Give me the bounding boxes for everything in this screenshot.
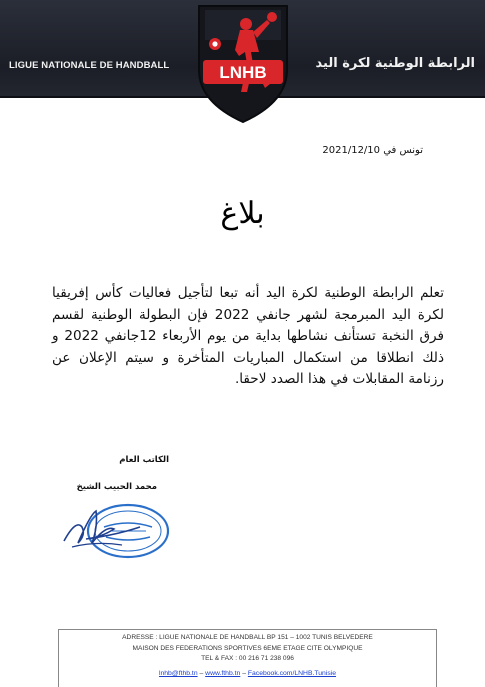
logo-text: LNHB <box>219 63 267 82</box>
document-title: بلاغ <box>220 196 265 231</box>
league-name-arabic: الرابطة الوطنية لكرة اليد <box>315 56 475 71</box>
footer-website-link[interactable]: www.fthb.tn <box>205 669 241 677</box>
footer-email-link[interactable]: lnhb@fthb.tn <box>158 669 198 677</box>
ball-icon <box>267 12 277 22</box>
footer-phone: TEL & FAX : 00 216 71 238 096 <box>201 655 294 662</box>
letterhead-footer <box>58 629 437 687</box>
footer-building: MAISON DES FEDERATIONS SPORTIVES 6EME ETAGE CITE OLYMPIQUE <box>132 644 363 652</box>
footer-separator: – <box>199 669 204 677</box>
footer-links <box>59 668 436 679</box>
lnhb-logo <box>193 0 293 124</box>
signatory-title: الكاتب العام <box>119 455 169 465</box>
handwritten-signature <box>64 511 140 543</box>
footer-address: ADRESSE : LIGUE NATIONALE DE HANDBALL BP 151 – 1002 TUNIS BELVEDERE <box>122 634 373 641</box>
footer-separator: – <box>242 669 246 677</box>
announcement-body: تعلم الرابطة الوطنية لكرة اليد أنه تبعا لتأجيل فعاليات كأس إفريقيا لكرة اليد المبرمجة لشهر جانفي 2022 فإن البطولة الوطنية لقسم فرق النخبة تستأنف نشاطها بداية من يوم الأربعاء 12جانفي 2022 و ذلك انطلاقا من استكمال المباريات المتأخرة و سيتم الإعلان عن رزنامة المقابلات في هذا الصدد لاحقا. <box>52 285 445 387</box>
official-stamp-and-signature <box>56 497 172 565</box>
signatory-name: محمد الحبيب الشيخ <box>76 482 157 492</box>
footer-facebook-link[interactable]: Facebook.com/LNHB.Tunisie <box>247 669 337 677</box>
document-date: تونس في 2021/12/10 <box>322 145 423 156</box>
league-name-french: LIGUE NATIONALE DE HANDBALL <box>9 60 170 71</box>
